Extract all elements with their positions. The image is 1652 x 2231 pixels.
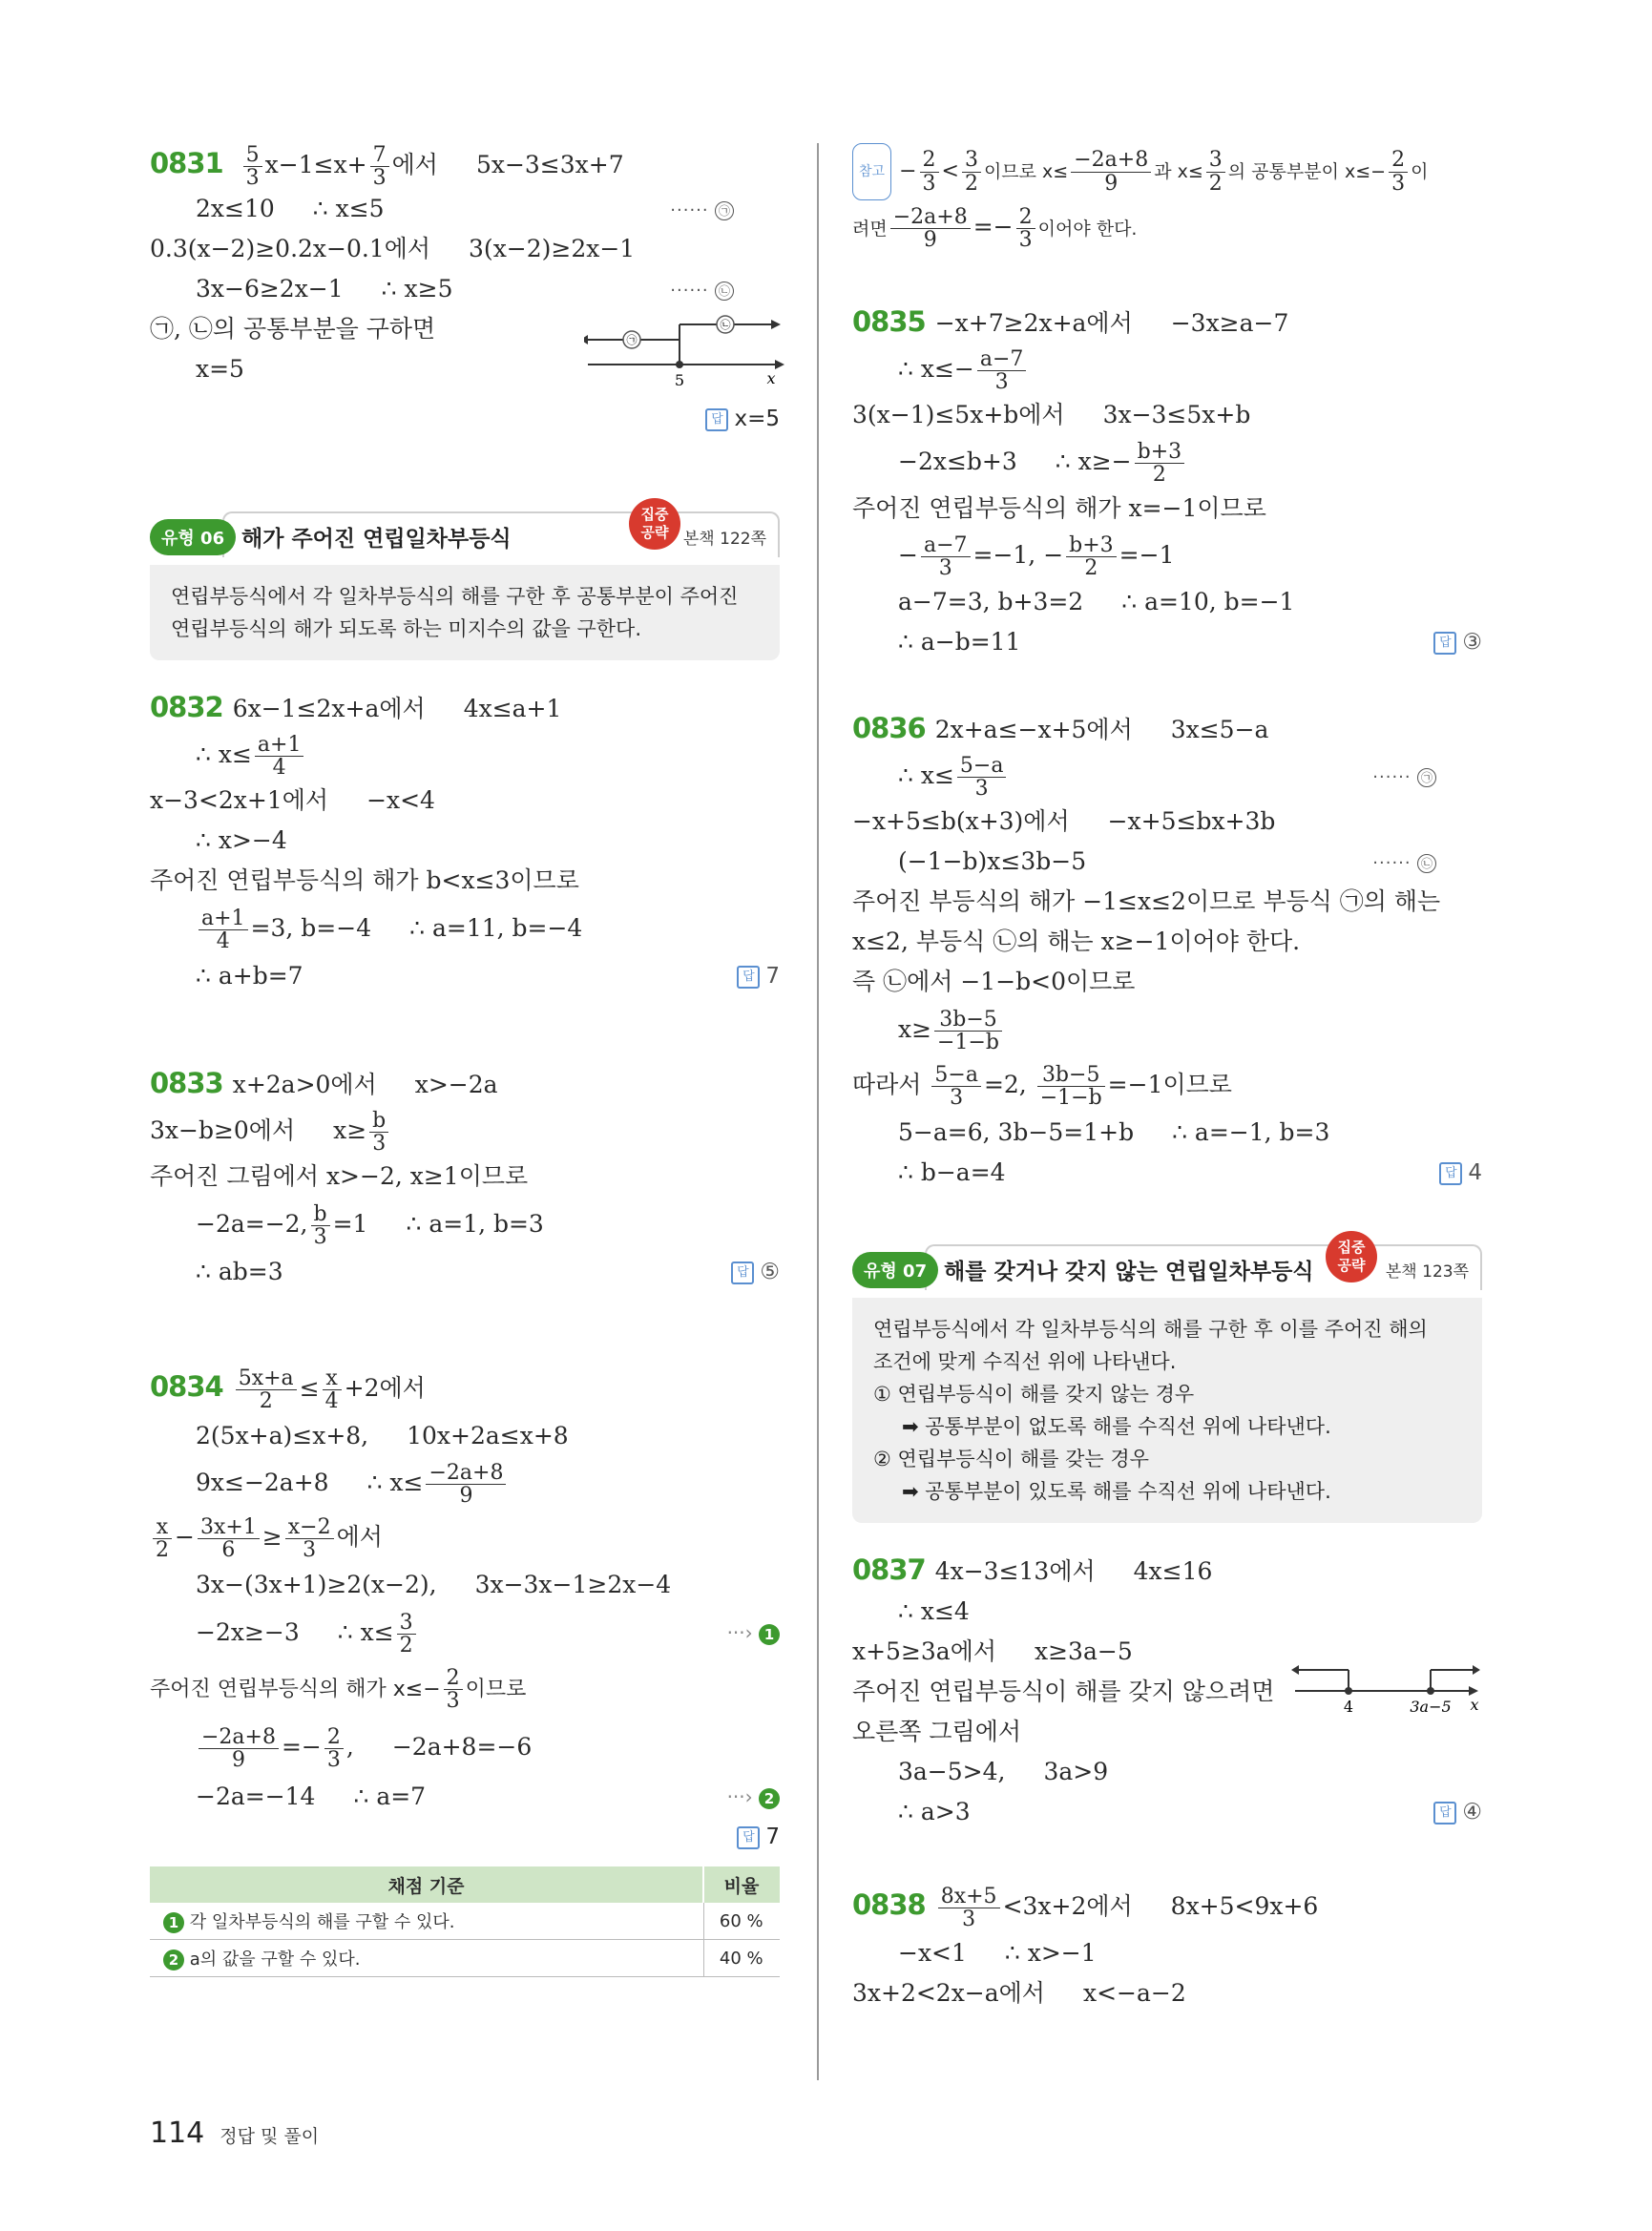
page-footer xyxy=(150,2116,319,2150)
line: $\frac{-2a+8}{9}$ =− $\frac{2}{3}$ , −2a+8=−6 xyxy=(150,1718,780,1777)
fraction: $\frac{b}{3}$ xyxy=(369,1110,388,1155)
fraction: $\frac{2}{3}$ xyxy=(920,149,939,194)
column-divider xyxy=(817,143,819,2080)
answer-icon: 답 xyxy=(737,966,760,989)
line: 주어진 그림에서 x>−2, x≥1이므로 xyxy=(150,1162,529,1191)
line: x−3<2x+1에서 −x<4 xyxy=(150,786,435,815)
line: ∴ x≤4 xyxy=(898,1597,970,1625)
book-reference: 본책 122쪽 xyxy=(682,530,766,550)
step-marker-1: ···› 1 xyxy=(727,1605,780,1660)
fraction: $\frac{b+3}{2}$ xyxy=(1066,534,1117,579)
fraction: $\frac{a-7}{3}$ xyxy=(977,348,1027,393)
answer-icon: 답 xyxy=(705,408,728,431)
fraction: $\frac{3}{2}$ xyxy=(962,149,981,194)
problem-0838 xyxy=(852,1878,1482,2013)
marker-label: ㉡ xyxy=(720,319,731,331)
answer: 답 4 xyxy=(1439,1153,1482,1193)
line: 3x−(3x+1)≥2(x−2), 3x−3x−1≥2x−4 xyxy=(196,1571,672,1599)
line: 3a−5>4, 3a>9 xyxy=(898,1758,1109,1785)
note xyxy=(852,143,1482,256)
line: 2x≤10 ∴ x≤5 ······ ㉠ xyxy=(150,189,780,229)
problem-number: 0838 xyxy=(852,1888,926,1921)
line: 즉 ㉡에서 −1−b<0이므로 xyxy=(852,968,1136,995)
fraction: $\frac{b+3}{2}$ xyxy=(1135,441,1185,486)
line: ∴ x≤− $\frac{a-7}{3}$ xyxy=(852,344,1482,395)
answer: 답 ⑤ xyxy=(731,1252,780,1292)
problem-number: 0835 xyxy=(852,305,926,338)
marker-label: ㉠ xyxy=(626,334,638,346)
type-description: 연립부등식에서 각 일차부등식의 해를 구한 후 공통부분이 주어진 연립부등식의 해가 되도록 하는 미지수의 값을 구한다. xyxy=(150,565,780,660)
problem-0837 xyxy=(852,1550,1482,1832)
fraction: $\frac{a+1}{4}$ xyxy=(199,907,248,952)
fraction: $\frac{5x+a}{2}$ xyxy=(236,1367,297,1412)
axis-label: x xyxy=(1470,1696,1479,1714)
answer: 답 ③ xyxy=(1433,622,1482,662)
line: ∴ a+b=7 답 7 xyxy=(150,956,780,996)
problem-0832 xyxy=(150,687,780,996)
problem-number: 0832 xyxy=(150,691,223,724)
table-row: 1 각 일차부등식의 해를 구할 수 있다. 60 % xyxy=(150,1903,780,1940)
line: x≥ $\frac{3b-5}{-1-b}$ xyxy=(852,1002,1482,1057)
left-column xyxy=(150,143,780,1977)
answer-icon: 답 xyxy=(737,1826,760,1849)
fraction: $\frac{2}{3}$ xyxy=(1016,206,1035,251)
line: −x<1 ∴ x>−1 xyxy=(898,1939,1097,1967)
line: ∴ x≤ $\frac{5-a}{3}$ ······ ㉠ xyxy=(852,750,1482,802)
line: ∴ ab=3 답 ⑤ xyxy=(150,1252,780,1292)
table-header: 채점 기준 비율 xyxy=(150,1866,780,1903)
fraction: $\frac{8x+5}{3}$ xyxy=(938,1886,1000,1930)
line: 주어진 부등식의 해가 −1≤x≤2이므로 부등식 ㉠의 해는 xyxy=(852,887,1441,915)
fraction: $\frac{3}{2}$ xyxy=(1206,149,1225,194)
line: 려면 $\frac{-2a+8}{9}$ =− $\frac{2}{3}$ 이어야 한다. xyxy=(852,204,1138,252)
page-number: 114 xyxy=(150,2116,205,2150)
line: 오른쪽 그림에서 xyxy=(852,1718,1021,1745)
line: 3(x−1)≤5x+b에서 3x−3≤5x+b xyxy=(852,401,1251,428)
fraction: $\frac{2}{3}$ xyxy=(1389,149,1408,194)
focus-badge: 집중 공략 xyxy=(1326,1231,1377,1282)
fraction: $\frac{a-7}{3}$ xyxy=(921,534,971,579)
fraction: $\frac{x}{4}$ xyxy=(323,1367,342,1412)
type-07-section xyxy=(852,1239,1482,1523)
type-header xyxy=(150,506,780,565)
fraction: $\frac{3b-5}{-1-b}$ xyxy=(934,1009,1002,1053)
problem-number: 0831 xyxy=(150,147,223,179)
problem-number: 0837 xyxy=(852,1553,926,1586)
fraction: $\frac{2}{3}$ xyxy=(444,1667,463,1712)
fraction: $\frac{7}{3}$ xyxy=(370,144,389,189)
type-title: 해를 갖거나 갖지 않는 연립일차부등식 xyxy=(944,1260,1314,1284)
book-reference: 본책 123쪽 xyxy=(1385,1262,1469,1282)
text: 에서 xyxy=(391,151,438,178)
marker-2: ······ ㉡ xyxy=(670,269,734,311)
problem-0835 xyxy=(852,302,1482,662)
line: x≤2, 부등식 ㉡의 해는 x≥−1이어야 한다. xyxy=(852,928,1301,955)
number-line-0831 xyxy=(584,313,784,391)
fraction: $\frac{a+1}{4}$ xyxy=(255,734,304,779)
fraction: $\frac{5-a}{3}$ xyxy=(957,755,1007,800)
line: (−1−b)x≤3b−5 ······ ㉡ xyxy=(852,842,1482,882)
text: x−1≤x+ xyxy=(264,151,367,178)
line: $\frac{a+1}{4}$ =3, b=−4 ∴ a=11, b=−4 xyxy=(150,901,780,956)
fraction: $\frac{3x+1}{6}$ xyxy=(198,1516,260,1561)
type-description: 연립부등식에서 각 일차부등식의 해를 구한 후 이를 주어진 해의 조건에 맞게 수직선 위에 나타낸다. ① 연립부등식이 해를 갖지 않는 경우 ➡ 공통부분이 없도록 해를 수직선 위에 나타낸다. ② 연립부등식이 해를 갖는 경우 ➡ 공통부분이 있도록 해를 수직선 위에 나타낸다. xyxy=(852,1298,1482,1523)
problem-0836 xyxy=(852,708,1482,1193)
line: 3x+2<2x−a에서 x<−a−2 xyxy=(852,1979,1186,2007)
line: 주어진 연립부등식의 해가 x≤− $\frac{2}{3}$ 이므로 xyxy=(150,1666,527,1714)
footer-label: 정답 및 풀이 xyxy=(220,2126,320,2147)
line: ㉠, ㉡의 공통부분을 구하면 xyxy=(150,315,436,344)
answer: 답 7 xyxy=(737,956,780,996)
line: 2(5x+a)≤x+8, 10x+2a≤x+8 xyxy=(196,1422,569,1450)
line: 0834 $\frac{5x+a}{2}$ ≤ $\frac{x}{4}$ +2에서 xyxy=(150,1366,426,1414)
line: 주어진 연립부등식의 해가 b<x≤3이므로 xyxy=(150,866,579,895)
tick-label: 4 xyxy=(1343,1698,1354,1716)
problem-number: 0834 xyxy=(150,1370,223,1404)
fraction: $\frac{-2a+8}{9}$ xyxy=(426,1462,506,1507)
fraction: $\frac{5}{3}$ xyxy=(243,144,262,189)
line: 주어진 연립부등식의 해가 x=−1이므로 xyxy=(852,494,1266,522)
type-06-section xyxy=(150,506,780,660)
line: $\frac{x}{2}$ − $\frac{3x+1}{6}$ ≥ $\frac{x-2}{3}$ 에서 xyxy=(150,1510,780,1565)
line: −x+5≤b(x+3)에서 −x+5≤bx+3b xyxy=(852,807,1276,835)
answer: 답 x=5 xyxy=(150,399,780,439)
fraction: $\frac{x-2}{3}$ xyxy=(285,1516,334,1561)
problem-0834 xyxy=(150,1359,780,1857)
line: 참고 − $\frac{2}{3}$ < $\frac{3}{2}$ 이므로 x≤ $\frac{-2a+8}{9}$ 과 x≤ $\frac{3}{2}$ 의 공통부분이 x≤− $\frac{2}{3}$ 이 xyxy=(852,143,1482,200)
fraction: $\frac{3b-5}{-1-b}$ xyxy=(1037,1064,1105,1109)
step-marker-2: ···› 2 xyxy=(727,1777,780,1817)
problem-0833 xyxy=(150,1063,780,1292)
line: 0838 $\frac{8x+5}{3}$ <3x+2에서 8x+5<9x+6 xyxy=(852,1884,1319,1931)
marker-1: ······ ㉠ xyxy=(670,189,734,231)
right-column xyxy=(852,143,1482,2013)
line: x=5 xyxy=(196,355,244,384)
note-tag: 참고 xyxy=(852,143,891,200)
focus-badge: 집중 공략 xyxy=(629,498,680,550)
marker-1: ······ ㉠ xyxy=(1372,750,1436,803)
fraction: $\frac{b}{3}$ xyxy=(311,1203,330,1248)
fraction: $\frac{-2a+8}{9}$ xyxy=(1071,149,1151,194)
answer-icon: 답 xyxy=(1439,1162,1462,1185)
answer-icon: 답 xyxy=(731,1261,754,1284)
line: 주어진 연립부등식이 해를 갖지 않으려면 xyxy=(852,1678,1275,1705)
line: 따라서 $\frac{5-a}{3}$ =2, $\frac{3b-5}{-1-b}$ =−1이므로 xyxy=(852,1062,1232,1110)
line: 3x−6≥2x−1 ∴ x≥5 ······ ㉡ xyxy=(150,269,780,309)
fraction: $\frac{x}{2}$ xyxy=(153,1516,172,1561)
line: ∴ x>−4 xyxy=(196,826,287,855)
line: 0836 2x+a≤−x+5에서 3x≤5−a xyxy=(852,712,1269,744)
number-line-0837 xyxy=(1291,1653,1482,1720)
type-title: 해가 주어진 연립일차부등식 xyxy=(241,527,512,553)
line: 0832 6x−1≤2x+a에서 4x≤a+1 xyxy=(150,691,562,724)
problem-number: 0836 xyxy=(852,712,926,744)
line: ∴ x≤ $\frac{a+1}{4}$ xyxy=(150,729,780,781)
marker-2: ······ ㉡ xyxy=(1372,842,1436,884)
line: 3x−b≥0에서 x≥ $\frac{b}{3}$ xyxy=(150,1105,780,1157)
line: x+5≥3a에서 x≥3a−5 xyxy=(852,1637,1133,1665)
line: 0835 −x+7≥2x+a에서 −3x≥a−7 xyxy=(852,305,1289,338)
type-badge: 유형 07 xyxy=(852,1252,938,1288)
line: 0837 4x−3≤13에서 4x≤16 xyxy=(852,1553,1213,1586)
line: a−7=3, b+3=2 ∴ a=10, b=−1 xyxy=(898,588,1295,615)
line: ∴ a>3 답 ④ xyxy=(852,1792,1482,1832)
line: −2x≤b+3 ∴ x≥− $\frac{b+3}{2}$ xyxy=(852,435,1482,489)
line: −2a=−2, $\frac{b}{3}$ =1 ∴ a=1, b=3 xyxy=(196,1202,544,1250)
fraction: $\frac{5-a}{3}$ xyxy=(931,1064,981,1109)
type-header xyxy=(852,1239,1482,1298)
axis-label: x xyxy=(766,369,776,387)
answer-icon: 답 xyxy=(1433,632,1456,655)
problem-number: 0833 xyxy=(150,1067,223,1100)
fraction: $\frac{-2a+8}{9}$ xyxy=(890,206,971,251)
line: −2x≥−3 ∴ x≤ $\frac{3}{2}$ ···› 1 xyxy=(150,1605,780,1660)
line: ∴ b−a=4 답 4 xyxy=(852,1153,1482,1193)
line: 0833 x+2a>0에서 x>−2a xyxy=(150,1067,498,1100)
line: −2a=−14 ∴ a=7 ···› 2 xyxy=(150,1777,780,1817)
answer: 답 ④ xyxy=(1433,1792,1482,1832)
line: − $\frac{a-7}{3}$ =−1, − $\frac{b+3}{2}$ =−1 xyxy=(898,532,1175,580)
type-badge: 유형 06 xyxy=(150,519,236,555)
answer-icon: 답 xyxy=(1433,1802,1456,1824)
line xyxy=(150,143,780,189)
scoring-table xyxy=(150,1866,780,1977)
fraction: $\frac{-2a+8}{9}$ xyxy=(199,1726,279,1771)
line: 0.3(x−2)≥0.2x−0.1에서 3(x−2)≥2x−1 xyxy=(150,235,636,263)
tick-label: 3a−5 xyxy=(1410,1698,1452,1716)
line: 5−a=6, 3b−5=1+b ∴ a=−1, b=3 xyxy=(898,1118,1330,1146)
line: 9x≤−2a+8 ∴ x≤ $\frac{-2a+8}{9}$ xyxy=(150,1456,780,1510)
table-row: 2 a의 값을 구할 수 있다. 40 % xyxy=(150,1940,780,1977)
answer: 답 7 xyxy=(150,1817,780,1857)
line: ∴ a−b=11 답 ③ xyxy=(852,622,1482,662)
tick-label: 5 xyxy=(674,371,685,389)
fraction: $\frac{2}{3}$ xyxy=(324,1726,344,1771)
text: 5x−3≤3x+7 xyxy=(475,151,624,178)
fraction: $\frac{3}{2}$ xyxy=(397,1612,416,1657)
problem-0831 xyxy=(150,143,780,439)
